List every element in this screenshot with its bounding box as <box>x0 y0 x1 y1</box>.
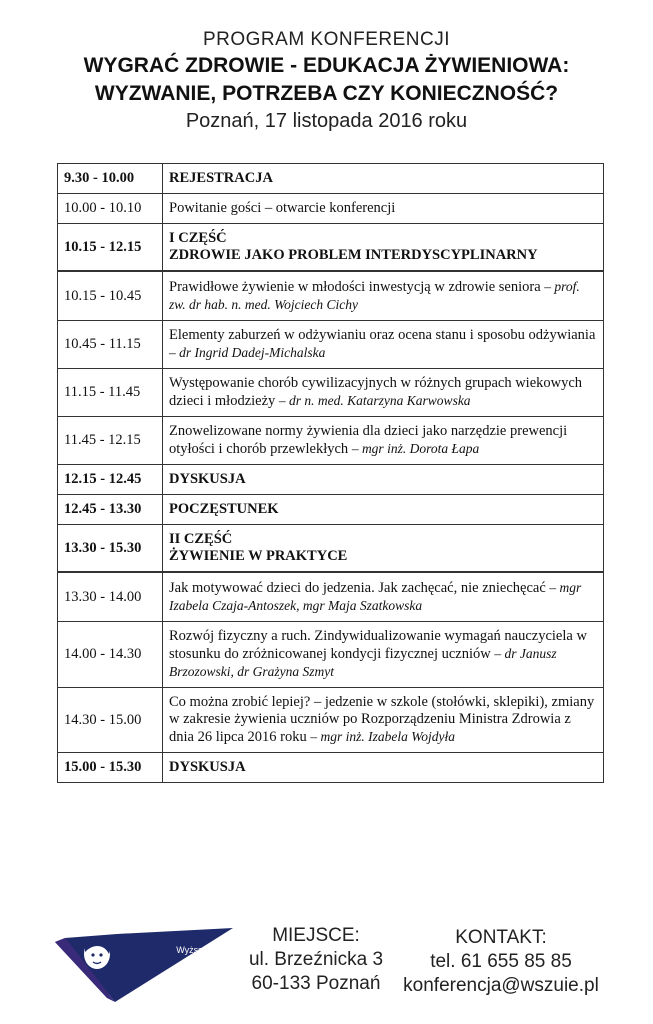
conference-title-line2: WYZWANIE, POTRZEBA CZY KONIECZNOŚĆ? <box>94 82 559 105</box>
agenda-row <box>58 753 604 783</box>
contact-block <box>390 926 612 998</box>
school-name-line1: Wyższa Szkoła Zdrowia <box>176 945 272 955</box>
talk-speaker: – dr Ingrid Dadej-Michalska <box>169 345 326 360</box>
agenda-talk <box>163 417 604 465</box>
agenda-title: REJESTRACJA <box>163 164 604 194</box>
agenda-row <box>58 271 604 321</box>
agenda-time: 11.15 - 11.45 <box>58 369 163 417</box>
talk-title: Elementy zaburzeń w odżywianiu oraz ocena stanu i sposobu odżywiania <box>169 327 596 343</box>
agenda-time: 10.15 - 10.45 <box>58 271 163 321</box>
agenda-title: POCZĘSTUNEK <box>163 495 604 525</box>
agenda-row <box>58 572 604 622</box>
section-label: II CZĘŚĆ <box>169 531 233 547</box>
agenda-row <box>58 465 604 495</box>
school-name-line3: w Poznaniu <box>200 967 248 977</box>
talk-speaker: – prof. zw. dr hab. n. med. Wojciech Cichy <box>169 279 580 312</box>
talk-speaker: – mgr Izabela Czaja-Antoszek, mgr Maja Szatkowska <box>169 580 582 613</box>
agenda-row <box>58 417 604 465</box>
agenda-time: 12.45 - 13.30 <box>58 495 163 525</box>
agenda-time: 14.30 - 15.00 <box>58 688 163 753</box>
agenda-table <box>57 163 604 783</box>
agenda-section-title <box>163 525 604 573</box>
section-name: ŻYWIENIE W PRAKTYCE <box>169 548 348 564</box>
venue-label: MIEJSCE: <box>272 925 360 946</box>
agenda-time: 12.15 - 12.45 <box>58 465 163 495</box>
agenda-talk <box>163 321 604 369</box>
talk-title: Rozwój fizyczny a ruch. Zindywidualizowanie wymagań nauczyciela w stosunku do zróżnicowanej kondycji fizycznej uczniów <box>169 628 587 662</box>
agenda-time: 10.45 - 11.15 <box>58 321 163 369</box>
talk-title: Jak motywować dzieci do jedzenia. Jak zachęcać, nie zniechęcać <box>169 580 546 596</box>
talk-speaker: – dr n. med. Katarzyna Karwowska <box>278 393 471 408</box>
venue-block <box>236 924 396 996</box>
agenda-talk <box>163 369 604 417</box>
section-name: ZDROWIE JAKO PROBLEM INTERDYSCYPLINARNY <box>169 247 538 263</box>
talk-speaker: – mgr inż. Izabela Wojdyła <box>310 729 455 744</box>
agenda-section-row <box>58 525 604 573</box>
venue-street: ul. Brzeźnicka 3 <box>248 949 384 970</box>
place-date: Poznań, 17 listopada 2016 roku <box>185 110 468 132</box>
agenda-title: DYSKUSJA <box>163 753 604 783</box>
contact-email: konferencja@wszuie.pl <box>403 975 599 996</box>
agenda-time: 9.30 - 10.00 <box>58 164 163 194</box>
agenda-row <box>58 495 604 525</box>
talk-speaker: – dr Janusz Brzozowski, dr Grażyna Szmyt <box>169 646 557 679</box>
agenda-row <box>58 164 604 194</box>
agenda-time: 10.15 - 12.15 <box>58 224 163 272</box>
agenda-section-row <box>58 224 604 272</box>
section-label: I CZĘŚĆ <box>169 230 227 246</box>
agenda-row <box>58 194 604 224</box>
logo-eye-icon <box>99 953 102 956</box>
talk-speaker: – mgr inż. Dorota Łapa <box>351 441 480 456</box>
contact-label: KONTAKT: <box>455 927 547 948</box>
page-footer <box>0 918 653 1018</box>
conference-title-line1: WYGRAĆ ZDROWIE - EDUKACJA ŻYWIENIOWA: <box>83 54 570 77</box>
agenda-title: DYSKUSJA <box>163 465 604 495</box>
agenda-row <box>58 688 604 753</box>
agenda-time: 11.45 - 12.15 <box>58 417 163 465</box>
agenda-title: Powitanie gości – otwarcie konferencji <box>163 194 604 224</box>
agenda-talk <box>163 622 604 688</box>
school-logo <box>55 920 272 1015</box>
page-header <box>0 28 653 134</box>
talk-title: Prawidłowe żywienie w młodości inwestycją w zdrowie seniora <box>169 279 541 295</box>
agenda-time: 13.30 - 15.30 <box>58 525 163 573</box>
agenda-section-title <box>163 224 604 272</box>
school-name-line2: Urody i Edukacji <box>191 956 257 966</box>
agenda-talk <box>163 572 604 622</box>
talk-title: Znowelizowane normy żywienia dla dzieci jako narzędzie prewencji otyłości i chorób przewlekłych <box>169 423 568 457</box>
venue-city: 60-133 Poznań <box>251 973 381 994</box>
agenda-talk <box>163 688 604 753</box>
agenda-row <box>58 369 604 417</box>
agenda-row <box>58 321 604 369</box>
talk-title: Co można zrobić lepiej? – jedzenie w szkole (stołówki, sklepiki), zmiany w zakresie żywienia uczniów po Rozporządzeniu Ministra Zdrowia z dnia 26 lipca 2016 roku <box>169 694 595 745</box>
program-label: PROGRAM KONFERENCJI <box>202 29 451 50</box>
agenda-talk <box>163 271 604 321</box>
agenda-time: 10.00 - 10.10 <box>58 194 163 224</box>
agenda-time: 14.00 - 14.30 <box>58 622 163 688</box>
agenda-row <box>58 622 604 688</box>
agenda-time: 15.00 - 15.30 <box>58 753 163 783</box>
logo-eye-icon <box>91 953 94 956</box>
agenda-time: 13.30 - 14.00 <box>58 572 163 622</box>
contact-phone: tel. 61 655 85 85 <box>430 951 572 972</box>
talk-title: Występowanie chorób cywilizacyjnych w różnych grupach wiekowych dzieci i młodzieży <box>169 375 583 409</box>
